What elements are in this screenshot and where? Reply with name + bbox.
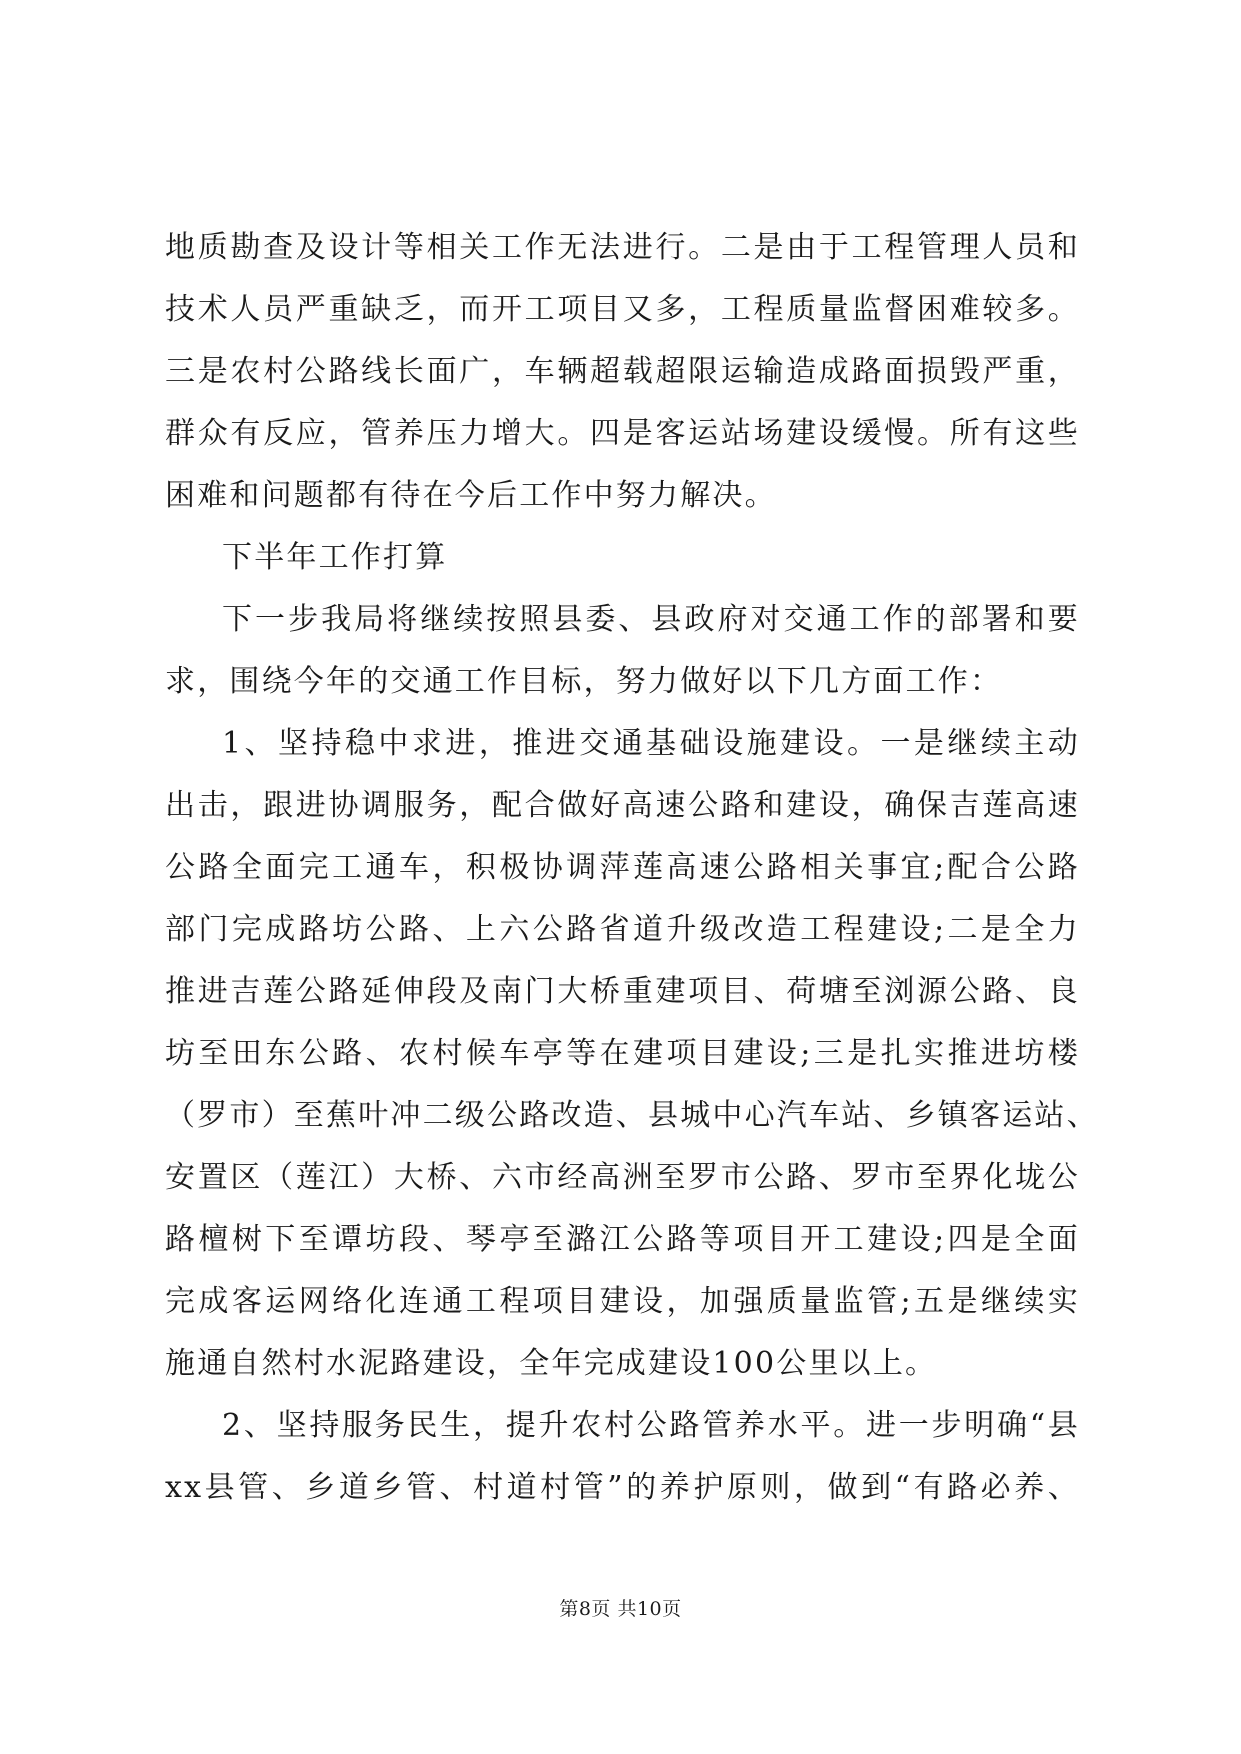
text-line: 公路全面完工通车，积极协调萍莲高速公路相关事宜;配合公路 (165, 850, 1080, 885)
text-line: xx县管、乡道乡管、村道村管”的养护原则，做到“有路必养、 (165, 1470, 1080, 1505)
text-line: （罗市）至蕉叶冲二级公路改造、县城中心汽车站、乡镇客运站、 (165, 1098, 1099, 1133)
text-line: 2、坚持服务民生，提升农村公路管养水平。进一步明确“县 (222, 1408, 1080, 1443)
text-line: 困难和问题都有待在今后工作中努力解决。 (165, 478, 777, 513)
text-line: 坊至田东公路、农村候车亭等在建项目建设;三是扎实推进坊楼 (165, 1036, 1080, 1071)
page-footer: 第8页 共10页 (559, 1598, 682, 1620)
text-line: 推进吉莲公路延伸段及南门大桥重建项目、荷塘至浏源公路、良 (165, 974, 1080, 1009)
text-line: 路檀树下至谭坊段、琴亭至潞江公路等项目开工建设;四是全面 (165, 1222, 1080, 1257)
text-line: 下一步我局将继续按照县委、县政府对交通工作的部署和要 (222, 602, 1080, 637)
text-line: 安置区（莲江）大桥、六市经高洲至罗市公路、罗市至界化垅公 (165, 1160, 1080, 1195)
text-line: 三是农村公路线长面广，车辆超载超限运输造成路面损毁严重， (165, 354, 1080, 389)
text-line: 求，围绕今年的交通工作目标，努力做好以下几方面工作： (165, 664, 1003, 699)
text-line: 群众有反应，管养压力增大。四是客运站场建设缓慢。所有这些 (165, 416, 1080, 451)
section-heading: 下半年工作打算 (222, 540, 448, 575)
text-line: 1、坚持稳中求进，推进交通基础设施建设。一是继续主动 (222, 726, 1080, 761)
text-line: 完成客运网络化连通工程项目建设，加强质量监管;五是继续实 (165, 1284, 1080, 1319)
text-line: 施通自然村水泥路建设，全年完成建设100公里以上。 (165, 1346, 938, 1381)
text-line: 地质勘查及设计等相关工作无法进行。二是由于工程管理人员和 (165, 230, 1080, 265)
text-line: 出击，跟进协调服务，配合做好高速公路和建设，确保吉莲高速 (165, 788, 1080, 823)
text-line: 部门完成路坊公路、上六公路省道升级改造工程建设;二是全力 (165, 912, 1080, 947)
text-line: 技术人员严重缺乏，而开工项目又多，工程质量监督困难较多。 (165, 292, 1080, 327)
